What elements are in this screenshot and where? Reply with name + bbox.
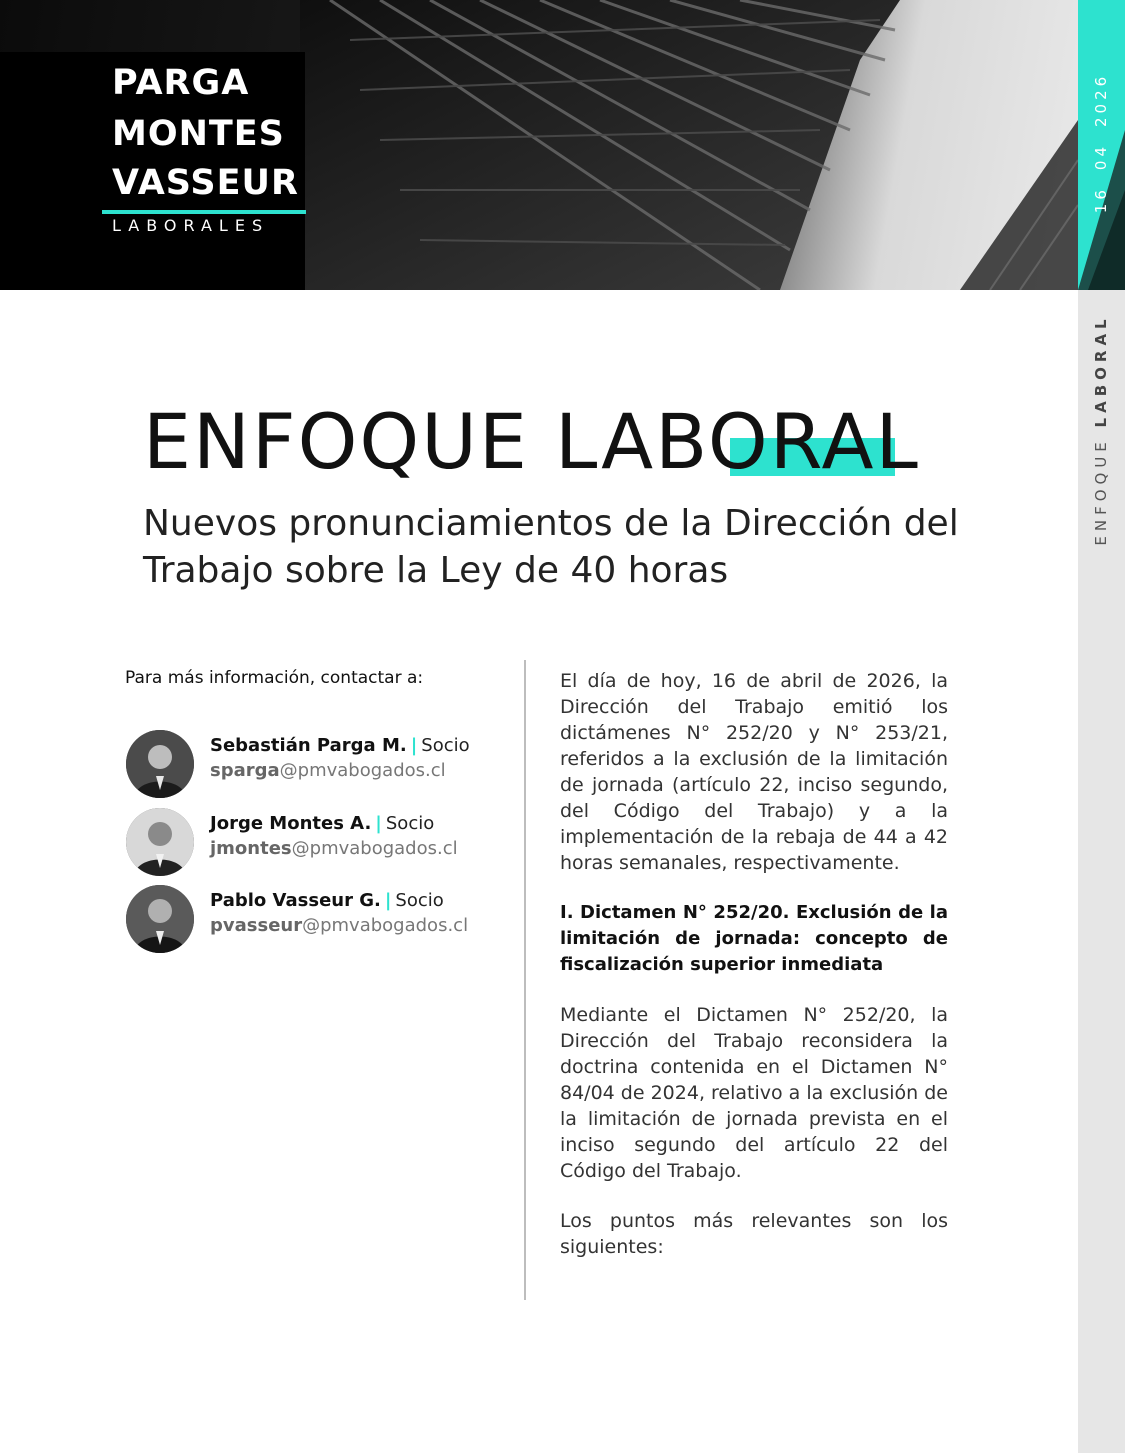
logo-subtitle: LABORALES bbox=[112, 216, 270, 235]
date-day: 16 bbox=[1092, 186, 1110, 214]
contact-name-line bbox=[210, 735, 470, 756]
page-title: ENFOQUE LABORAL bbox=[143, 397, 920, 486]
contact-separator: | bbox=[410, 735, 418, 756]
logo-line-3: VASSEUR bbox=[112, 163, 299, 203]
contact-email[interactable] bbox=[210, 760, 446, 781]
contact-role: Socio bbox=[395, 890, 444, 911]
email-domain: @pmvabogados.cl bbox=[279, 760, 446, 781]
header-banner bbox=[0, 0, 1078, 290]
logo-line-1: PARGA bbox=[112, 63, 250, 103]
rail-label-bold: LABORAL bbox=[1092, 314, 1110, 428]
date-month: 04 bbox=[1092, 143, 1110, 171]
contact-role: Socio bbox=[421, 735, 470, 756]
email-user: pvasseur bbox=[210, 915, 303, 936]
person-photo-icon bbox=[126, 885, 194, 953]
logo-line-2: MONTES bbox=[112, 114, 285, 154]
email-domain: @pmvabogados.cl bbox=[302, 915, 469, 936]
issue-date bbox=[1092, 65, 1110, 221]
body-paragraph-3: Los puntos más relevantes son los siguientes: bbox=[560, 1210, 948, 1258]
section-heading: I. Dictamen N° 252/20. Exclusión de la limitación de jornada: concepto de fiscalización superior inmediata bbox=[560, 902, 948, 975]
body-paragraph-2: Mediante el Dictamen N° 252/20, la Dirección del Trabajo reconsidera la doctrina contenida en el Dictamen N° 84/04 de 2024, relativo a la exclusión de la limitación de jornada prevista en el inciso segundo del artículo 22 del Código del Trabajo. bbox=[560, 1004, 948, 1182]
contact-name-line bbox=[210, 813, 434, 834]
rail-label-light: ENFOQUE bbox=[1092, 427, 1110, 546]
contact-card bbox=[126, 730, 516, 798]
contact-name: Sebastián Parga M. bbox=[210, 735, 407, 756]
contact-name: Jorge Montes A. bbox=[210, 813, 372, 834]
page-subtitle: Nuevos pronunciamientos de la Dirección del Trabajo sobre la Ley de 40 horas bbox=[143, 503, 959, 591]
contact-email[interactable] bbox=[210, 838, 458, 859]
column-divider bbox=[524, 660, 526, 1300]
email-user: jmontes bbox=[210, 838, 292, 859]
body-column bbox=[560, 668, 948, 1284]
avatar bbox=[126, 885, 194, 953]
contact-separator: | bbox=[384, 890, 392, 911]
avatar bbox=[126, 730, 194, 798]
contact-role: Socio bbox=[385, 813, 435, 834]
email-user: sparga bbox=[210, 760, 280, 781]
person-photo-icon bbox=[126, 730, 194, 798]
contact-heading: Para más información, contactar a: bbox=[125, 668, 424, 688]
contact-card bbox=[126, 808, 516, 876]
rail-label bbox=[1092, 314, 1110, 545]
contact-card bbox=[126, 885, 516, 953]
logo-underline bbox=[102, 210, 306, 214]
contact-name-line bbox=[210, 890, 444, 911]
contact-separator: | bbox=[375, 813, 382, 834]
contact-name: Pablo Vasseur G. bbox=[210, 890, 381, 911]
email-domain: @pmvabogados.cl bbox=[291, 838, 458, 859]
date-year: 2026 bbox=[1092, 72, 1110, 127]
body-paragraph-1: El día de hoy, 16 de abril de 2026, la Dirección del Trabajo emitió los dictámenes N° 252/20 y N° 253/21, referidos a la exclusión de la limitación de jornada (artículo 22, inciso segundo, del Código del Trabajo) y a la implementación de la rebaja de 44 a 42 horas semanales, respectivamente. bbox=[560, 670, 948, 874]
person-photo-icon bbox=[126, 808, 194, 876]
avatar bbox=[126, 808, 194, 876]
contact-email[interactable] bbox=[210, 915, 468, 936]
